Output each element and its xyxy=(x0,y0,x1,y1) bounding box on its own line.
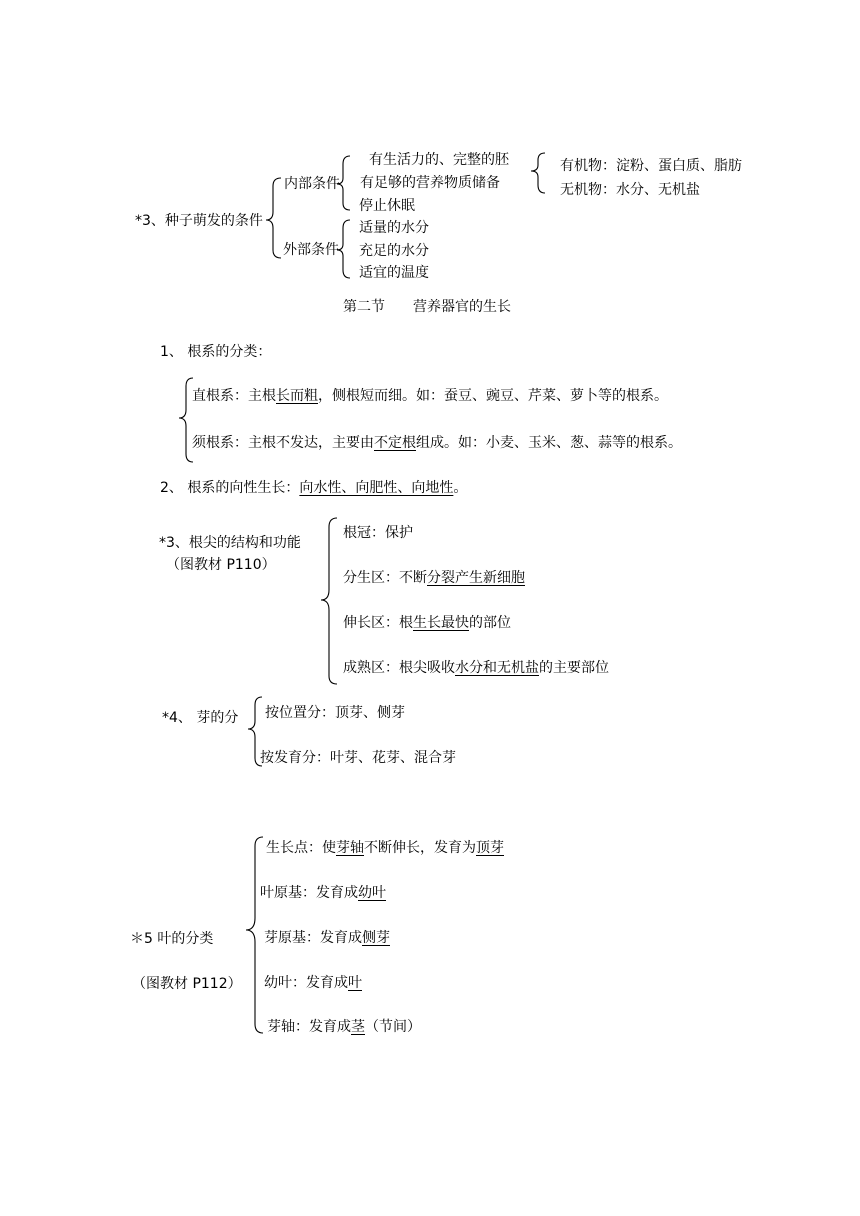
organic-nutrients: 有机物：淀粉、蛋白质、脂肪 xyxy=(560,158,742,174)
bud-axis-line: 芽轴：发育成茎（节间） xyxy=(267,1019,421,1035)
external-item-3: 适宜的温度 xyxy=(359,265,429,281)
leaf-title: ＊5 叶的分类 xyxy=(130,931,214,947)
section-title: 第二节 营养器官的生长 xyxy=(343,299,511,315)
brace-root-tip xyxy=(321,518,337,684)
fibrous-root-line: 须根系：主根不发达，主要由不定根组成。如：小麦、玉米、葱、蒜等的根系。 xyxy=(192,435,682,451)
internal-item-nutrients: 有足够的营养物质储备 xyxy=(360,175,500,191)
seed-germination-title: *3、种子萌发的条件 xyxy=(135,213,263,229)
external-item-2: 充足的水分 xyxy=(359,243,429,259)
brace-nutrients xyxy=(531,153,545,193)
elongation-line: 伸长区：根生长最快的部位 xyxy=(343,615,511,631)
bud-primordium-line: 芽原基：发育成侧芽 xyxy=(264,930,390,946)
root-types-title: 1、 根系的分类： xyxy=(160,344,272,360)
meristem-line: 分生区：不断分裂产生新细胞 xyxy=(343,570,525,586)
internal-item-embryo: 有生活力的、完整的胚 xyxy=(369,152,509,168)
brace-seed-conditions xyxy=(266,178,281,258)
root-tip-title: *3、根尖的结构和功能 xyxy=(159,535,301,551)
leaf-reference: （图教材 P112） xyxy=(132,976,242,992)
root-tip-reference: （图教材 P110） xyxy=(166,557,276,573)
young-leaf-line: 幼叶：发育成叶 xyxy=(264,975,362,991)
brace-root-types xyxy=(179,378,193,462)
internal-conditions-label: 内部条件 xyxy=(284,176,340,192)
bud-by-development: 按发育分：叶芽、花芽、混合芽 xyxy=(260,750,456,766)
root-cap-line: 根冠：保护 xyxy=(343,525,413,541)
bud-title: *4、 芽的分 xyxy=(162,710,239,726)
bud-by-position: 按位置分：顶芽、侧芽 xyxy=(265,705,405,721)
maturation-line: 成熟区：根尖吸收水分和无机盐的主要部位 xyxy=(343,660,609,676)
external-item-1: 适量的水分 xyxy=(359,220,429,236)
external-conditions-label: 外部条件 xyxy=(283,242,339,258)
taproot-line: 直根系：主根长而粗，侧根短而细。如：蚕豆、豌豆、芹菜、萝卜等的根系。 xyxy=(192,388,668,404)
root-tropism-line: 2、 根系的向性生长：向水性、向肥性、向地性。 xyxy=(160,480,468,496)
leaf-primordium-line: 叶原基：发育成幼叶 xyxy=(260,885,386,901)
inorganic-nutrients: 无机物：水分、无机盐 xyxy=(560,182,700,198)
growth-point-line: 生长点：使芽轴不断伸长，发育为顶芽 xyxy=(266,840,504,856)
brace-leaf xyxy=(246,837,263,1033)
internal-item-dormancy: 停止休眠 xyxy=(359,198,415,214)
